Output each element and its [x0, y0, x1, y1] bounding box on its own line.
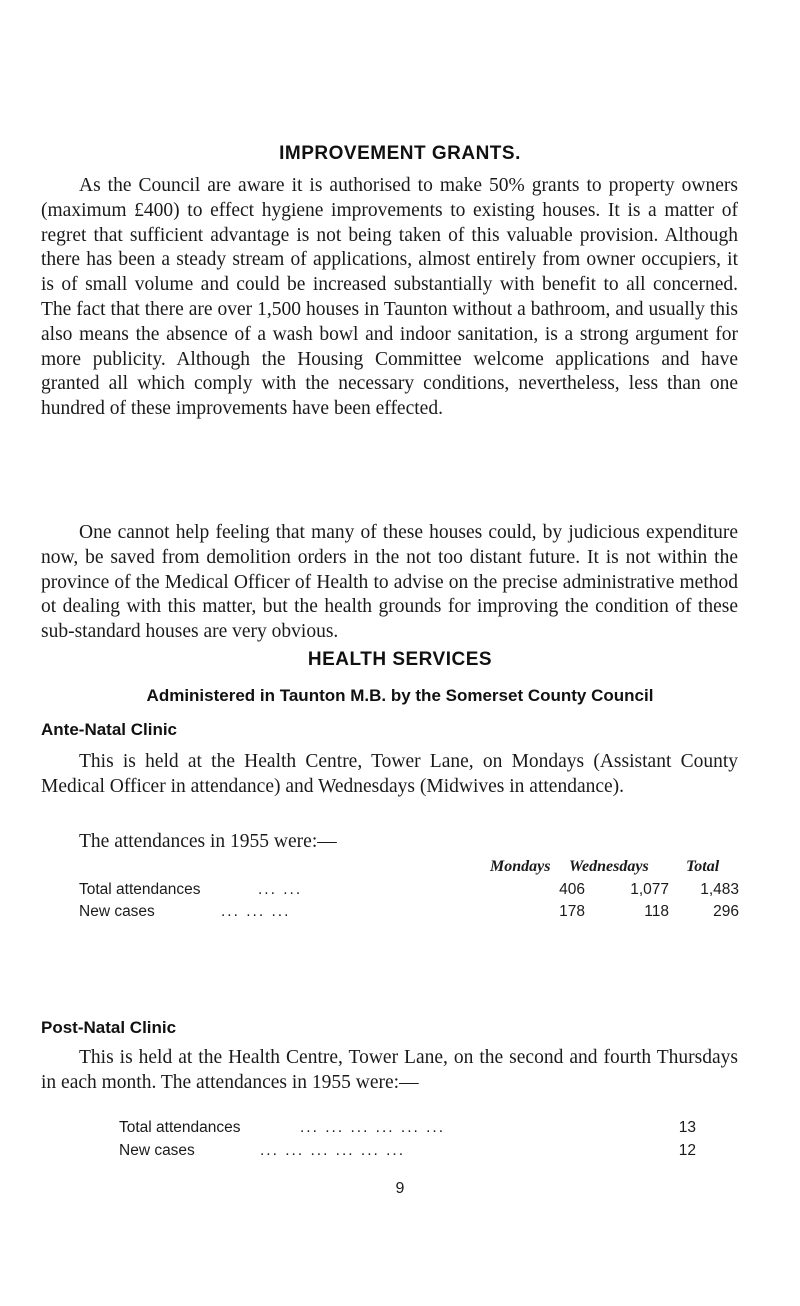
postnatal-clinic-heading: Post-Natal Clinic: [41, 1018, 177, 1037]
table-row: [79, 903, 739, 925]
leader-dots: ... ...: [258, 881, 303, 898]
row-label: New cases: [79, 903, 155, 920]
administered-subheading: Administered in Taunton M.B. by the Somerset County Council: [146, 686, 654, 705]
antenatal-attendance-intro: The attendances in 1955 were:—: [79, 831, 337, 852]
list-item: [119, 1142, 696, 1164]
row-label: Total attendances: [119, 1119, 241, 1136]
improvement-paragraph-1: As the Council are aware it is authorised to make 50% grants to property owners (maximum £400) to effect hygiene improvements to existing houses. It is a matter of regret that sufficient advantage is not being taken of this valuable provision. Although there has been a steady stream of applications, almost entirely from owner occupiers, it is of small volume and could be increased substantially with benefit to all concerned. The fact that there are over 1,500 houses in Taunton without a bathroom, and usually this also means the absence of a wash bowl and indoor sanitation, is a strong argument for more publicity. Although the Housing Committee welcome applications and have granted all which comply with the necessary conditions, nevertheless, less than one hundred of these improvements have been effected.: [41, 175, 738, 420]
row-label: Total attendances: [79, 881, 201, 898]
table-header-mondays: Mondays: [490, 858, 551, 875]
antenatal-paragraph: This is held at the Health Centre, Tower Lane, on Mondays (Assistant County Medical Officer in attendance) and Wednesdays (Midwives in attendance).: [41, 751, 738, 797]
improvement-paragraph-2: One cannot help feeling that many of these houses could, by judicious expenditure now, be saved from demolition orders in the not too distant future. It is not within the province of the Medical Officer of Health to advise on the precise administrative method ot dealing with this matter, but the health grounds for improving the condition of these sub-standard houses are very obvious.: [41, 522, 738, 643]
leader-dots: ... ... ... ... ... ...: [300, 1119, 446, 1136]
table-header-wednesdays: Wednesdays: [569, 858, 649, 875]
page-number: 9: [395, 1180, 405, 1197]
row-value: 12: [678, 1142, 696, 1159]
leader-dots: ... ... ... ... ... ...: [260, 1142, 406, 1159]
health-services-heading: HEALTH SERVICES: [307, 649, 493, 670]
antenatal-clinic-heading: Ante-Natal Clinic: [41, 720, 178, 739]
list-item: [119, 1119, 696, 1141]
cell-mondays: 178: [559, 903, 585, 920]
cell-wednesdays: 118: [644, 903, 669, 920]
leader-dots: ... ... ...: [221, 903, 291, 920]
cell-total: 1,483: [700, 881, 739, 898]
postnatal-paragraph: This is held at the Health Centre, Tower Lane, on the second and fourth Thursdays in each month. The attendances in 1955 were:—: [41, 1047, 738, 1093]
table-header-total: Total: [686, 858, 720, 875]
row-value: 13: [678, 1119, 696, 1136]
cell-total: 296: [713, 903, 739, 920]
cell-mondays: 406: [559, 881, 585, 898]
table-row: [79, 881, 739, 903]
cell-wednesdays: 1,077: [630, 881, 669, 898]
row-label: New cases: [119, 1142, 195, 1159]
improvement-grants-heading: IMPROVEMENT GRANTS.: [279, 143, 521, 164]
